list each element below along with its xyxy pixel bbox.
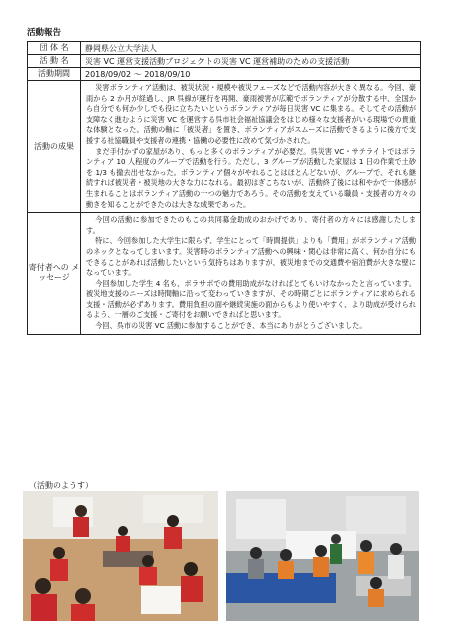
org-value: 静岡県公立大学法人: [81, 42, 421, 55]
donors-row: [28, 213, 421, 335]
activity-photo-meeting: [23, 491, 218, 621]
results-paragraph: 災害ボランティア活動は、被災状況・規模や被災フェーズなどで活動内容が大きく異なる。今回、豪雨から 2 か月が経過し、JR 呉線が運行を再開、豪雨被害が広範でボランティアが分散する中、全国から自分でも何か少しでも役に立ちたいというボランティアが毎日災害 VC に集まる。そしてその活動が支障なく進むように災害 VC を運営する呉市社会福祉協議会をはじめ様々な支援者がいる現場での貴重な体験となった。活動の軸に「被災者」を置き、ボランティアがスムーズに活動できるように後方で支援する社協職員や支援者の連携・協働の必要性に改めて気づかされた。: [86, 83, 416, 145]
activity-photo-volunteer-center-image: [226, 491, 419, 621]
org-label: 団 体 名: [28, 42, 81, 55]
activity-name-row: [28, 55, 421, 68]
period-row: [28, 68, 421, 81]
org-row: [28, 42, 421, 55]
donors-paragraph: 今回、呉市の災害 VC 活動に参加することができ、本当にありがとうございました。: [95, 321, 367, 331]
page-title: 活動報告: [27, 28, 62, 38]
report-table: [27, 41, 421, 335]
donors-paragraph: 特に、今回参加した大学生に限らず、学生にとって「時間提供」よりも「費用」がボランティア活動のネックとなってしまいます。災害時のボランティア活動への興味・関心は非常に高く、何か自分にもできることがあれば活動したいという気持ちはありますが、被災地までの交通費や宿泊費が大きな壁になっています。: [86, 236, 416, 278]
period-value: 2018/09/02 ～ 2018/09/10: [81, 68, 421, 81]
activity-name-value: 災害 VC 運営支援活動プロジェクトの災害 VC 運営補助のための支援活動: [81, 55, 421, 68]
activity-name-label: 活 動 名: [28, 55, 81, 68]
results-paragraph: まだ手付かずの家屋があり、もっと多くのボランティアが必要だ。呉災害 VC・サテライトではボランティア 10 人程度のグループで活動を行う。ただし、3 グループが活動した家屋は 1 日の作業で土砂を 1/3 も撤去出せなかった。ボランティア個々がやれることはほとんどないが、グループで、それも継続すれば被災者・被災地の大きな力になれる。最初はぎこちないが、活動終了後には和やかで一体感が生まれることはボランティア活動の一つの魅力であろう。その活動を支えている職員・支援者の方々の動きを知ることができたのは大きな成果であった。: [86, 146, 416, 209]
activity-photo-volunteer-center: [226, 491, 419, 621]
donors-paragraph: 今回参加した学生 4 名も、ボラサポでの費用助成がなければとてもいけなかったと言っています。被災地支援のニーズは時間軸に沿って変わっていきますが、その時期ごとにボランティアに求められる支援・活動が必ずあります。費用負担の面や継続実施の面からもより使いやすく、より助成が受けられるよう、一層のご支援・ご寄付をお願いできればと思います。: [86, 278, 416, 320]
results-row: [28, 81, 421, 213]
results-label: 活動の成果: [28, 81, 81, 213]
period-label: 活動期間: [28, 68, 81, 81]
donors-paragraph: 今回の活動に参加できたのもこの共同募金助成のおかげであり、寄付者の方々には感謝したします。: [86, 215, 416, 235]
donors-label: 寄付者への メッセージ: [28, 213, 81, 335]
photos-caption: （活動のようす）: [29, 481, 93, 490]
activity-photo-meeting-image: [23, 491, 218, 621]
donors-body: [81, 213, 421, 335]
results-body: [81, 81, 421, 213]
